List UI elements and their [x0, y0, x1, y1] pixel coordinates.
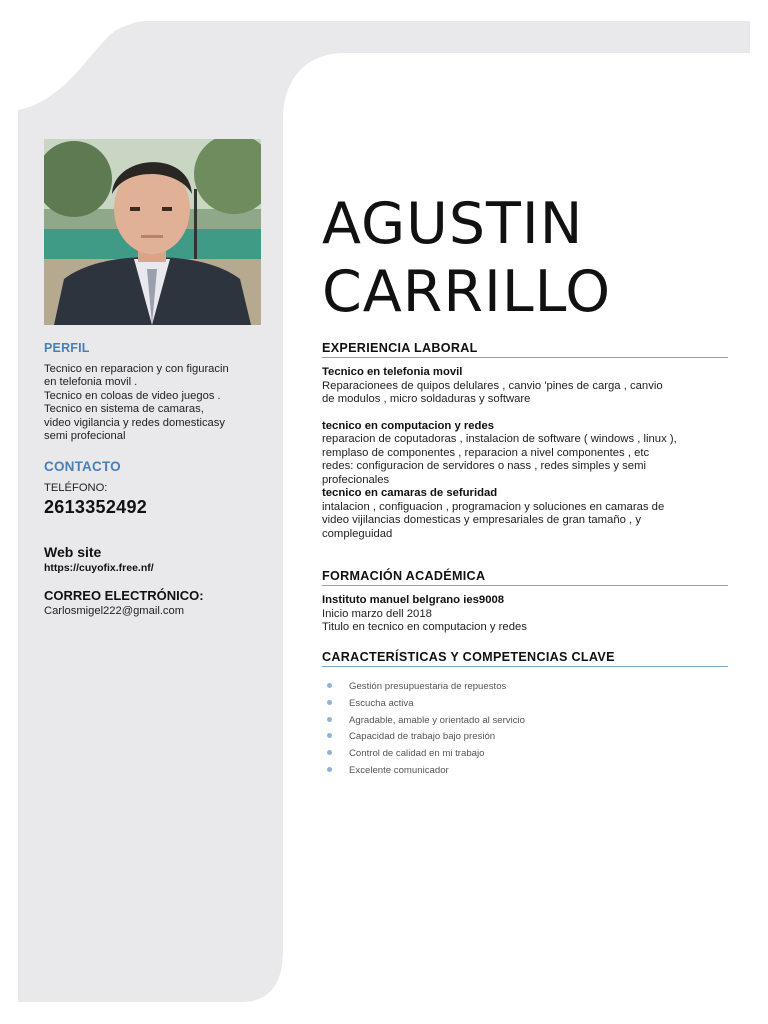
website-link[interactable]: https://cuyofix.free.nf/ [44, 562, 154, 574]
job-line: redes: configuracion de servidores o nass , redes simples y semi [322, 460, 646, 472]
last-name: CARRILLO [322, 259, 612, 325]
perfil-line: semi profecional [44, 430, 126, 443]
job-title: tecnico en camaras de sefuridad [322, 487, 498, 499]
email-label: CORREO ELECTRÓNICO: [44, 588, 204, 603]
skills-title: CARACTERÍSTICAS Y COMPETENCIAS CLAVE [322, 650, 728, 667]
skill-label: Agradable, amable y orientado al servicio [349, 714, 525, 726]
education-start: Inicio marzo dell 2018 [322, 607, 432, 620]
bullet-icon [327, 750, 332, 755]
skill-label: Capacidad de trabajo bajo presión [349, 731, 496, 743]
perfil-line: en telefonia movil . [44, 376, 138, 389]
bullet-icon [327, 700, 332, 705]
education-entry [322, 594, 728, 635]
bullet-icon [327, 683, 332, 688]
list-item [322, 747, 728, 764]
job-line: profecionales [322, 473, 390, 486]
list-item [322, 764, 728, 781]
perfil-line: Tecnico en sistema de camaras, [44, 403, 204, 416]
job-entry [322, 420, 728, 488]
job-line: remplaso de componentes , reparacion a nivel componentes , etc [322, 446, 650, 459]
list-item [322, 680, 728, 697]
job-line: video vijilancias domesticas y empresariales de gran tamaño , y [322, 514, 641, 526]
list-item [322, 730, 728, 747]
bullet-icon [327, 767, 332, 772]
list-item [322, 714, 728, 731]
bullet-icon [327, 733, 332, 738]
job-entry [322, 487, 728, 541]
email-link[interactable]: Carlosmigel222@gmail.com [44, 605, 185, 617]
job-line: Reparacionees de quipos delulares , canvio 'pines de carga , canvio [322, 379, 663, 392]
perfil-heading: PERFIL [44, 341, 90, 355]
experience-title: EXPERIENCIA LABORAL [322, 341, 728, 358]
perfil-line: Tecnico en coloas de video juegos . [44, 389, 221, 402]
list-item [322, 697, 728, 714]
perfil-line: video vigilancia y redes domesticasy [44, 416, 225, 429]
education-degree: Titulo en tecnico en computacion y redes [322, 621, 527, 633]
skill-label: Control de calidad en mi trabajo [349, 748, 485, 760]
job-title: tecnico en computacion y redes [322, 419, 495, 432]
education-title: FORMACIÓN ACADÉMICA [322, 569, 728, 586]
candidate-name [322, 190, 611, 326]
job-entry [322, 366, 728, 407]
profile-photo [44, 139, 261, 325]
perfil-text [44, 363, 270, 443]
first-name: AGUSTIN [322, 191, 584, 257]
job-line: intalacion , configuacion , programacion y soluciones en camaras de [322, 500, 665, 513]
perfil-line: Tecnico en reparacion y con figuracin [44, 363, 229, 375]
website-label: Web site [44, 544, 102, 560]
job-line: compleguidad [322, 527, 393, 540]
skill-label: Gestión presupuestaria de repuestos [349, 681, 507, 692]
experience-list [322, 366, 728, 541]
skills-list [322, 680, 728, 781]
institution-name: Instituto manuel belgrano ies9008 [322, 594, 505, 606]
skill-label: Excelente comunicador [349, 764, 449, 776]
job-line: de modulos , micro soldaduras y software [322, 393, 531, 405]
bullet-icon [327, 717, 332, 722]
job-line: reparacion de coputadoras , instalacion de software ( windows , linux ), [322, 433, 677, 445]
job-title: Tecnico en telefonia movil [322, 366, 463, 378]
phone-label: TELÉFONO: [44, 482, 108, 494]
contacto-heading: CONTACTO [44, 459, 121, 474]
skill-label: Escucha activa [349, 697, 414, 709]
phone-number: 2613352492 [44, 497, 148, 517]
